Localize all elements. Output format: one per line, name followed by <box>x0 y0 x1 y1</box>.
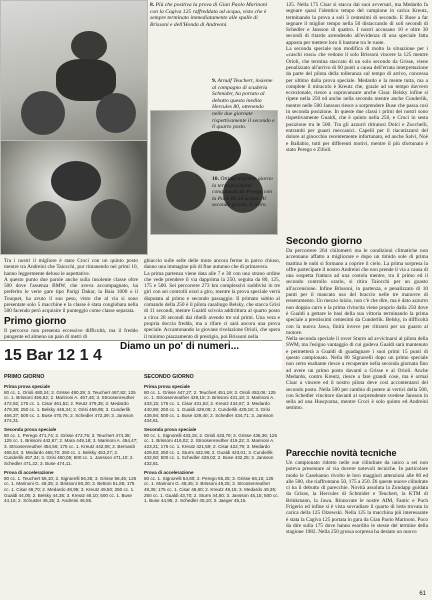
stats-text: 80 cc. 1. Grisse 447,27; 2. Teuchert 451,19; 3. Orioli 453,06; 125 cc. 1. Stroosenreuther 429,19; 2. Brissoni 431,18; 3. Marinoni A. 433,15; 175 cc. 1. Cisar 431,53; 2. Kreutz 434,67; 3. Medardo 440,89; 250 cc. 1. Gualdi 429,08; 2. Cunderlik 429,18; 3. Grisi 438,94; 500 cc. 1. Buse 429,40; 2. Schedler 434,71; 3. Jansson 434,81. <box>144 389 276 424</box>
article-secondo-giorno <box>286 248 428 412</box>
stats-subtitle: Seconda prova speciale <box>4 426 57 432</box>
section-title-novita: Parecchie novità tecniche <box>286 448 397 458</box>
caption-8-number: 8. <box>150 2 155 8</box>
article-intro-mid <box>144 258 280 340</box>
caption-8 <box>150 2 274 28</box>
stats-subtitle: Prova di accelerazione <box>4 469 54 475</box>
stats-primo-giorno <box>4 374 138 504</box>
paragraph: La seconda speciale non modifica di molto la situazione per i «caschi rossi» che vedono il solo Brissoni vincere la 125 mentre Orioli, che termina staccato di un solo secondo da Grisse, viene penalizzato all'arrivo di 60 punti a causa dell'errata interpretazione da parte del pilota della tolleranza sul tempo di arrivo, concessa per ultimo dalla prova speciale. Medardo e la mente tutta, ma a complete il miracolo è Kreutz che, grazie ad un tempo davvero eccezionale, riesce a sopravanzare anche Cisar. Belsky infine si ripete nella 250 ed anche nella seconda mentre anche Cunderlik, mentre nelle 500 Jansson riesce a sorprendere Buse che passa così in seconda posizione. In queste due classi i primi dei nostri sono rispettivamente Gualdi, che è quinto nella 250, e Croci in sesta posizione tra le 500. Tra gli azzurri ritiratosi Dolci e Zucchelli, entrambi per guasti meccanici. Capelli per il riacutizzarsi del dolore al ginocchio recentemente infortunato, ed anche Salvi, Noè e Ballabio, tutti per differenti motivi, mentre il più sfortunato è stato Perego e Zilioli. <box>286 46 428 153</box>
caption-9-text: Arnulf Teuchert, insieme al compagno di scuderia Schmider, ha portato al debutto questa inedita Hercules 80, ottenendo nelle due giornate rispettivamente il secondo e il quarto posto. <box>212 78 275 131</box>
paragraph: ghiaccio sulle selle delle moto ancora ferme in parco chiuso, danno una immagine più di fine autunno che di primavera. <box>144 258 280 271</box>
stats-subtitle: Prima prova speciale <box>4 384 50 389</box>
stats-text: 80 cc. 1. Signorelli 433,15; 2. Orioli 433,79; 3. Grisse 435,36; 125 cc. 1. Brissoni 416,02; 2. Stroosenreuther 419,22; 3. Marinoni A. 423,21; 175 cc. 1. Kreutz 421,59; 2. Cisar 422,79; 3. Medardo 428,63; 250 cc. 1. Sturm 422,96; 2. Gualdi 423,01; 3. Cunderlik 432,50; 500 cc. 1. Schedler 429,02; 2. Buse 432,25; 3. Jansson 432,81. <box>144 432 278 467</box>
article-primo-giorno: Il percorso non presenta eccessive difficoltà, ma il freddo pungente ed almeno un paio di metri di <box>4 328 138 341</box>
article-intro-left <box>4 258 138 315</box>
paragraph: Da percorrere 264 chilometri ma le condizioni climatiche non accennano affatto a migliorare e dopo un timido sole di prima mattina le nubi si formano a coprire il cielo. La prima sorpresa la offre partecipare il nostro Andreini che non prende il via a causa di una sospetta frattura ad una costola mentre, tra il primo ed il secondo controllo orario, si ritira Taiocchi per un guasto all'accensione. Infine Brissoni, in partenza, e penalizzato di 10 punti per il mancato uso del braccio nelle tre manovre di tesseramento. Un mezzo inizio, non c'è che dire, ma è dato azzurro non doppia carro e la prima rivincita viene proprio dalla 250 dove è Gualdi a gettare le basi della sua vittoria terminando la prima speciale a prestissimi centesimi da Cunderlik. Belsky, in difficoltà con la nuova Jawa, finirà invece per ritirarsi per un guasto al motore. <box>286 248 428 336</box>
paragraph: 125. Nella 175 Cisar si stacca dai suoi avversari, ma Medardo fa segnare quasi l'identico tempo del campione in carica Kreutz, terminando la prova a soli 3 centesimi di secondo. E Buse a far segnare il miglior tempo nella 50 distaccando di soli secondi di Schedler e Jansson di quattro. I nostri accusano 10 e oltre 30 secondi di ritardo arrendendo all'evidenza di una speciale fatta apposta per mettere loro il bastone tra le ruote. <box>286 2 428 46</box>
banner-number-art <box>2 342 112 368</box>
caption-9 <box>212 78 276 131</box>
banner-title: Diamo un po' di numeri... <box>120 341 240 352</box>
stats-subtitle: Prima prova speciale <box>144 384 190 389</box>
article-novita: Un campionato ridotto nelle sue cilindrate da unico a sei non poteva presentare al via dovere notevoli tecniche. In particolare modo le Casehanno rivolto le loro maggiori attenzioni alle 80 ed alle 500, che riaffrontano 50, 175 a 250. Di queste nuove cilindrate ci ha il debutto di parecchie. Novità assoluta la Zundapp guidata da Grisse, la Hercules di Schmider e Teuchert, la KTM di Brinkmann, la Jawa. Rinnovate le nostre AIM, Fantic e Puch Frigerio ed infine si è vista sovradiare il quarto di lotta trovata in carica della 125 Olzewski. Nella 125 la macchina più interessante è stata la Cagiva 125 portata in gara da Gian Paolo Marinoni. Poco da dire sulla 175 dove hanno esordito le stesse del termine della stagione 1982. Nella 250 grossa sorpresa ha destato un nuovo <box>286 460 428 536</box>
paragraph: La prima partenza viene data alle 7 e 30 con uno strano ordine che vede prendere il via dapprima la 250, seguita da 80, 125, 175 e 500. Sei percorrere 273 km complessivi suddivisi in tre giri con sei controlli orari a giro, mentre la prova speciale verrà disputata al primo e secondo passaggio. Il primato subito al comando della 250 è il pilota casalingo Belsky, che stacca Grisi di 11 secondi, mentre Gualdi scivola addirittura al quarto posto a circa 28 secondi dai ribelli avendo tre sul primi. Una vera e propria doccia fredda, ma a rifare ci sarà ancora una prova speciale. Accantonando la giovane rivelazione Orioli, che spera il minimo piazzamento di prestigio, poi Brissoni nella <box>144 270 280 340</box>
section-title-secondo-giorno: Secondo giorno <box>286 236 363 247</box>
stats-text: 80 cc. 1. Orioli 480,24; 2. Grisse 480,29; 3. Teuchert 487,82; 125 cc. 1. Brissoni 456,62; 2. Marinoni A. 467,45; 3. Stroosenreuther 472,92; 175 cc. 1. Cisar 461,52; 2. Reutz 479,35; 3. Medardo 479,38; 250 cc. 1. Belsky 446,34; 2. Grisi 459,95; 3. Cunderlik 466,37; 500 cc. 1. Buse 470,76; 2. Schedler 472,39; 3. Jansson 474,31. <box>4 389 136 424</box>
photo-rider-mid <box>0 140 148 255</box>
stats-secondo-giorno <box>144 374 280 504</box>
stats-text: 80 cc. 1. Teuchert 56,10; 2. Signorelli 56,35; 3. Grisse 56,45; 125 cc. 1. Marinoni G. 48,35; 2. Brissoni 50,30; 3. Bettoni 51,85; 175 cc. 1. Cisar 48,70; 2. Medardo 48,95; 3. Kreutz 49,50; 250 cc. 1. Gualdi 44,05; 2. Belsky 44,35; 3. Kreutz 46,10; 500 cc. 1. Buse 44,15; 2. Schuster 46,35; 3. Andreini 46,55. <box>4 475 137 504</box>
paragraph: Tra i nostri il migliore è stato Croci con un quinto posto mentre tra Andreini che Taiocchi, pur rimanendo nei primi 10, hanno leggermente deluso le aspettative. <box>4 258 138 277</box>
caption-9-number: 9. <box>212 78 217 84</box>
paragraph: Nella seconda speciale il rover Sturm ad avvicinarsi al pilota della SWM, ma l'esiguo vantaggio di cui godeva Gualdi sarà mantenuto e permetterà a Gualdi di guadagnare i suoi primi 15 punti di questo campionato. Nella 80 Signorelli dopo un primo speciale non certo esaltante riesce a recuperare nella seconda giornata fino ad avere un primo posto davanti a Grisse e al Orioli. Anche Medardo, contro Kreutz, riesce a fare grandi cose, ma è ormai Cisar a vincere ed il nostro pilota deve così accontentarsi del secondo posto. Nella 500 per cambio di potere ai vertici della 500, con Schedler vincitore davanti al sorprendente svedese Jansson in sella ad una Husqvarna, mentre Croci è solo quinto ed Andreini settimo. <box>286 336 428 412</box>
stats-text: 80 cc. 1. Perego 471,74; 2. Grisse 472,76; 3. Teuchert 474,38; 125 cc. 1. Brissoni 442,67; 2. Mara 449,18; 3. Marinoni A. 454,47; 3. Stroosenreuther 454,56; 175 cc. 1. Kreutz 442,06; 2. Bernardi 465,54; 3. Medardo 465,70; 250 cc. 1. Belsky 453,27; 2. Cunderlik 457,34; 3. Grisi 460,05; 500 cc. 1. Jansson 471,10; 2. Schedler 471,22; 3. Buse 474,11. <box>4 432 138 467</box>
page-number: 61 <box>419 591 426 597</box>
stats-header: PRIMO GIORNO <box>4 374 45 380</box>
caption-10-number: 10. <box>212 176 219 182</box>
banner-art-text: 15 Bar 12 1 4 <box>4 347 102 364</box>
stats-subtitle: Prova di accelerazione <box>144 469 194 475</box>
caption-10 <box>212 176 276 209</box>
paragraph: A questo punto due parole anche sulla insolente classe oltre 500 dove l'assenza BMW, che aveva accompagnato, ha preferito le verie gare tipo Parigi Dakar, la Baia 1000 o il Touquet, ha avuto il suo peso, visto che al via si sono presentate solo 5 macchine e la classe è stata conglobata nella 500 facendo però acquisire il punteggio come classe separata. <box>4 276 138 315</box>
caption-8-text: Più che positiva la prova di Gian Paolo Marinoni con la Cagiva 125 raffreddata ad acqua, visto che è sempre terminato immediatamente alle spalle di Brissoni e dell'Honda di Andreoni. <box>150 2 268 28</box>
numbers-graphic-icon <box>2 342 112 368</box>
stats-subtitle: Seconda prova speciale <box>144 426 197 432</box>
stats-header: SECONDO GIORNO <box>144 374 194 380</box>
article-right-column <box>286 2 428 153</box>
caption-10-text: Ottima al primo giorno la terza posizione conquistata da Perego con la Puch 80 ad acqua. Al secondo giorno, il ritiro. <box>212 176 273 209</box>
section-title-primo-giorno: Primo giorno <box>4 316 67 327</box>
stats-text: 80 cc. 1. Signorelli 54,60; 2. Perego 55,25; 3. Grisse 56,15; 125 cc. 1. Marinoni G. 48,45; 2. Brissoni 49,25; 3. Stroosenreuther 49,35; 175 cc. 1. Cisar 48,60; 2. Kreutz 49,15; 3. Medardo 49,35; 250 cc. 1. Gualdi 43,70; 2. Sturm 44,80; 3. Jansson 45,15; 500 cc. 1. Buse 44,95; 2. Schedler 45,10; 3. Jaeger 45,15. <box>144 475 279 504</box>
